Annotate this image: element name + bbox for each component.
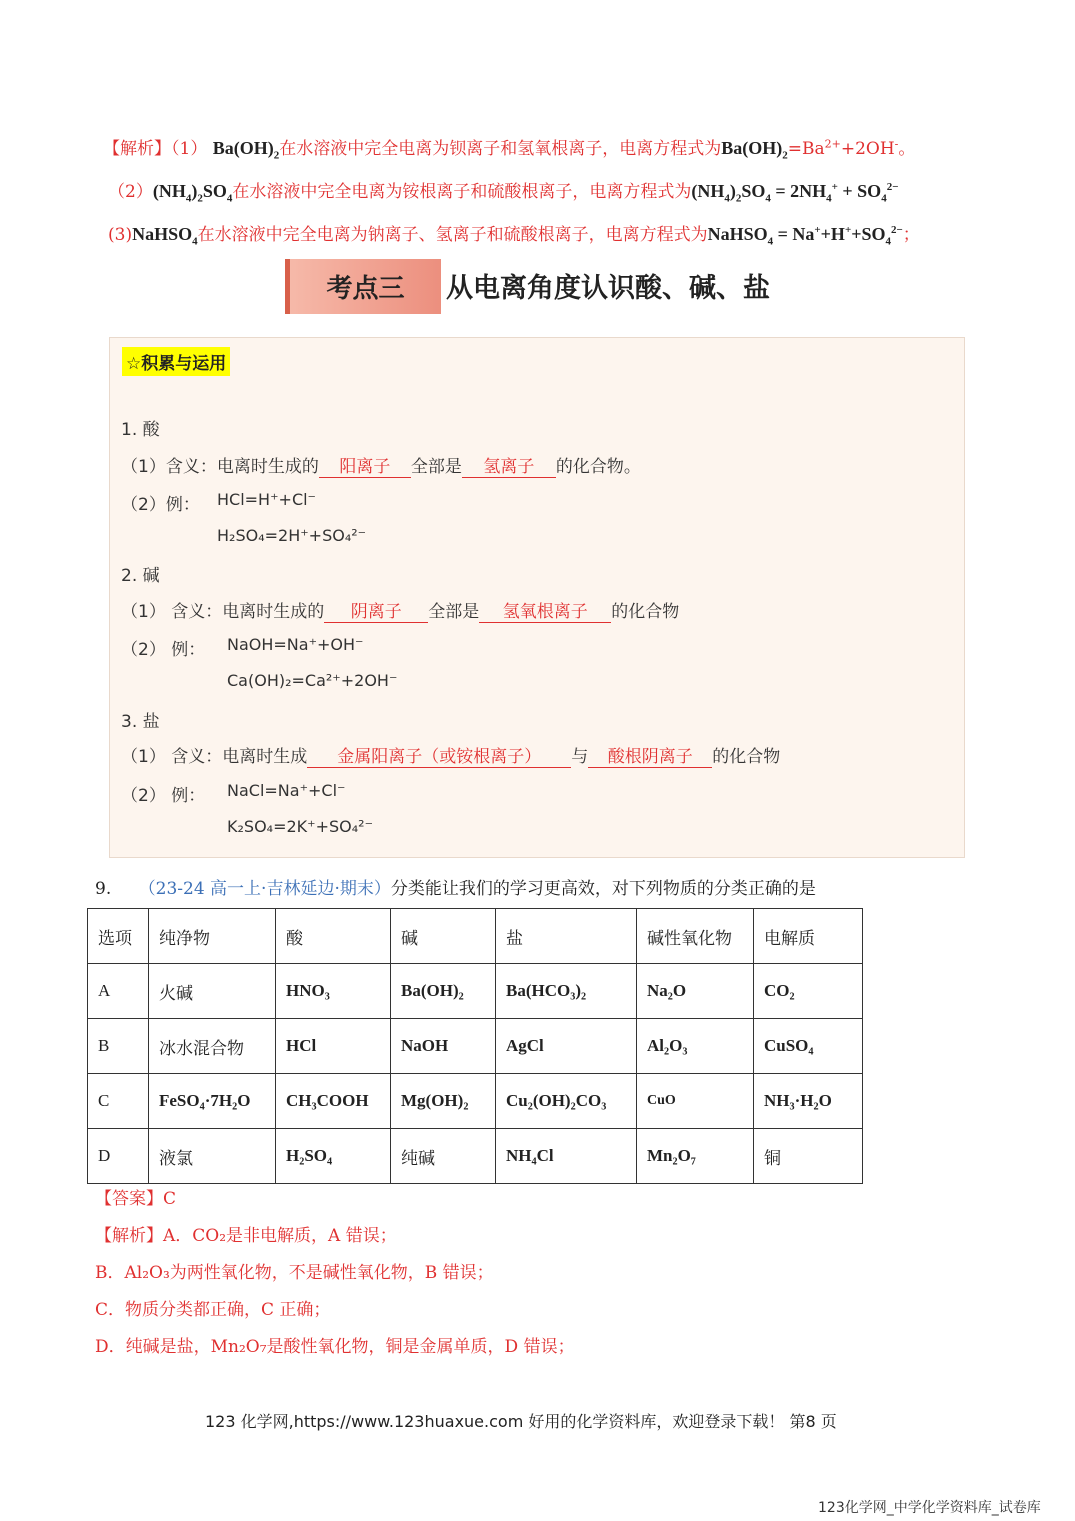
table-header: 酸: [276, 909, 391, 964]
base-example-2: Ca(OH)₂=Ca²⁺+2OH⁻: [227, 671, 398, 690]
table-cell: Ba(OH)₂: [391, 964, 496, 1019]
answer-label: 【答案】C: [95, 1189, 177, 1209]
table-cell: 液氯: [149, 1129, 276, 1184]
salt-example-1: NaCl=Na⁺+Cl⁻: [227, 781, 346, 800]
acid-definition: （1）含义：电离时生成的 阳离子 全部是 氢离子 的化合物。: [121, 452, 641, 478]
equation-nh4-2so4: $(NH_4)_2SO_4 = 2NH_4^+ + SO_4^{2-}$: [691, 181, 899, 205]
table-cell: D: [88, 1129, 149, 1184]
acid-example-label: （2）例：: [121, 495, 200, 515]
table-cell: Cu₂(OH)₂CO₃: [496, 1074, 637, 1129]
question-source: （23-24 高一上·吉林延边·期末）: [138, 879, 391, 899]
analysis-tag: 【解析】: [103, 139, 171, 159]
table-cell: C: [88, 1074, 149, 1129]
analysis-line-1: 【解析】（1） $Ba(OH)_2$在水溶液中完全电离为钡离子和氢氧根离子，电离方程式为$Ba(OH)_2=Ba^{2+}+2OH^-$。: [103, 137, 916, 162]
table-cell: Mn₂O₇: [637, 1129, 754, 1184]
salt-example-2: K₂SO₄=2K⁺+SO₄²⁻: [227, 817, 374, 836]
table-header: 盐: [496, 909, 637, 964]
base-heading: 2. 碱: [121, 566, 160, 586]
base-blank-2: 氢氧根离子: [479, 597, 611, 623]
table-cell: Al₂O₃: [637, 1019, 754, 1074]
acid-example-2: H₂SO₄=2H⁺+SO₄²⁻: [217, 526, 367, 545]
section-tag: 考点三: [326, 274, 405, 304]
base-example-1: NaOH=Na⁺+OH⁻: [227, 635, 364, 654]
table-cell: Na₂O: [637, 964, 754, 1019]
table-cell: Mg(OH)₂: [391, 1074, 496, 1129]
table-cell: 纯碱: [391, 1129, 496, 1184]
section-tag-bar: [285, 259, 441, 314]
table-cell: CuO: [637, 1074, 754, 1129]
acid-heading: 1. 酸: [121, 420, 160, 440]
table-cell: CuSO₄: [754, 1019, 863, 1074]
table-cell: CO₂: [754, 964, 863, 1019]
classification-table: [87, 908, 863, 1184]
question-stem: 分类能让我们的学习更高效，对下列物质的分类正确的是: [390, 879, 816, 899]
formula-nahso4: NaHSO$_4$: [132, 224, 198, 248]
table-header-row: [88, 909, 863, 964]
base-blank-1: 阴离子: [324, 597, 428, 623]
acid-blank-1: 阳离子: [319, 452, 411, 478]
base-definition: （1） 含义：电离时生成的 阴离子 全部是 氢氧根离子 的化合物: [121, 597, 679, 623]
salt-heading: 3. 盐: [121, 712, 160, 732]
table-cell: H₂SO₄: [276, 1129, 391, 1184]
answer-analysis-line-3: C．物质分类都正确，C 正确；: [95, 1300, 331, 1320]
table-cell: NH₄Cl: [496, 1129, 637, 1184]
answer-analysis-line-1: 【解析】A．CO₂是非电解质，A 错误；: [95, 1226, 397, 1246]
table-row: [88, 1129, 863, 1184]
salt-blank-2: 酸根阴离子: [588, 742, 712, 768]
table-cell: HNO₃: [276, 964, 391, 1019]
answer-analysis-line-4: D．纯碱是盐，Mn₂O₇是酸性氧化物，铜是金属单质，D 错误；: [95, 1337, 575, 1357]
formula-nh4-2so4: $(NH_4)_2SO_4$: [152, 181, 233, 205]
table-header: 纯净物: [149, 909, 276, 964]
acid-blank-2: 氢离子: [462, 452, 556, 478]
formula-baoh2-eq: $Ba(OH)_2$: [721, 138, 788, 162]
table-row: [88, 1019, 863, 1074]
table-header: 碱: [391, 909, 496, 964]
table-cell: 铜: [754, 1129, 863, 1184]
table-cell: B: [88, 1019, 149, 1074]
table-cell: AgCl: [496, 1019, 637, 1074]
analysis-line-2: $(2)(NH_4)_2SO_4$在水溶液中完全电离为铵根离子和硫酸根离子，电离方程式为$(NH_4)_2SO_4 = 2NH_4^+ + SO_4^{2-}$: [108, 181, 899, 205]
analysis-line-3: (3)NaHSO$_4$在水溶液中完全电离为钠离子、氢离子和硫酸根离子，电离方程式为NaHSO$_4$ = $Na^++H^++SO_4^{2-}$；: [108, 224, 920, 248]
table-cell: A: [88, 964, 149, 1019]
table-header: 碱性氧化物: [637, 909, 754, 964]
corner-watermark: 123化学网_中学化学资料库_试卷库: [818, 1500, 1041, 1516]
table-cell: FeSO₄·7H₂O: [149, 1074, 276, 1129]
table-cell: 冰水混合物: [149, 1019, 276, 1074]
formula-baoh2: $Ba(OH)_2$: [212, 138, 280, 162]
knowledge-box-title: ☆积累与运用: [122, 347, 230, 376]
section-title: 从电离角度认识酸、碱、盐: [446, 273, 770, 304]
question-number: 9.: [95, 879, 112, 899]
table-cell: NaOH: [391, 1019, 496, 1074]
salt-blank-1: 金属阳离子（或铵根离子）: [307, 742, 571, 768]
base-example-label: （2） 例：: [121, 640, 206, 660]
acid-example-1: HCl=H⁺+Cl⁻: [217, 490, 316, 509]
salt-definition: （1） 含义：电离时生成 金属阳离子（或铵根离子） 与 酸根阴离子 的化合物: [121, 742, 780, 768]
table-cell: Ba(HCO₃)₂: [496, 964, 637, 1019]
table-header: 选项: [88, 909, 149, 964]
table-cell: 火碱: [149, 964, 276, 1019]
table-cell: CH₃COOH: [276, 1074, 391, 1129]
table-row: [88, 1074, 863, 1129]
table-cell: HCl: [276, 1019, 391, 1074]
page-footer: 123 化学网,https://www.123huaxue.com 好用的化学资料库，欢迎登录下载！ 第8 页: [205, 1412, 837, 1431]
equation-nahso4: NaHSO$_4$ = $Na^++H^++SO_4^{2-}$: [707, 224, 903, 248]
question-9: [95, 874, 816, 899]
table-row: [88, 964, 863, 1019]
salt-example-label: （2） 例：: [121, 786, 206, 806]
table-cell: NH₃·H₂O: [754, 1074, 863, 1129]
table-header: 电解质: [754, 909, 863, 964]
answer-analysis-line-2: B．Al₂O₃为两性氧化物，不是碱性氧化物，B 错误；: [95, 1263, 494, 1283]
